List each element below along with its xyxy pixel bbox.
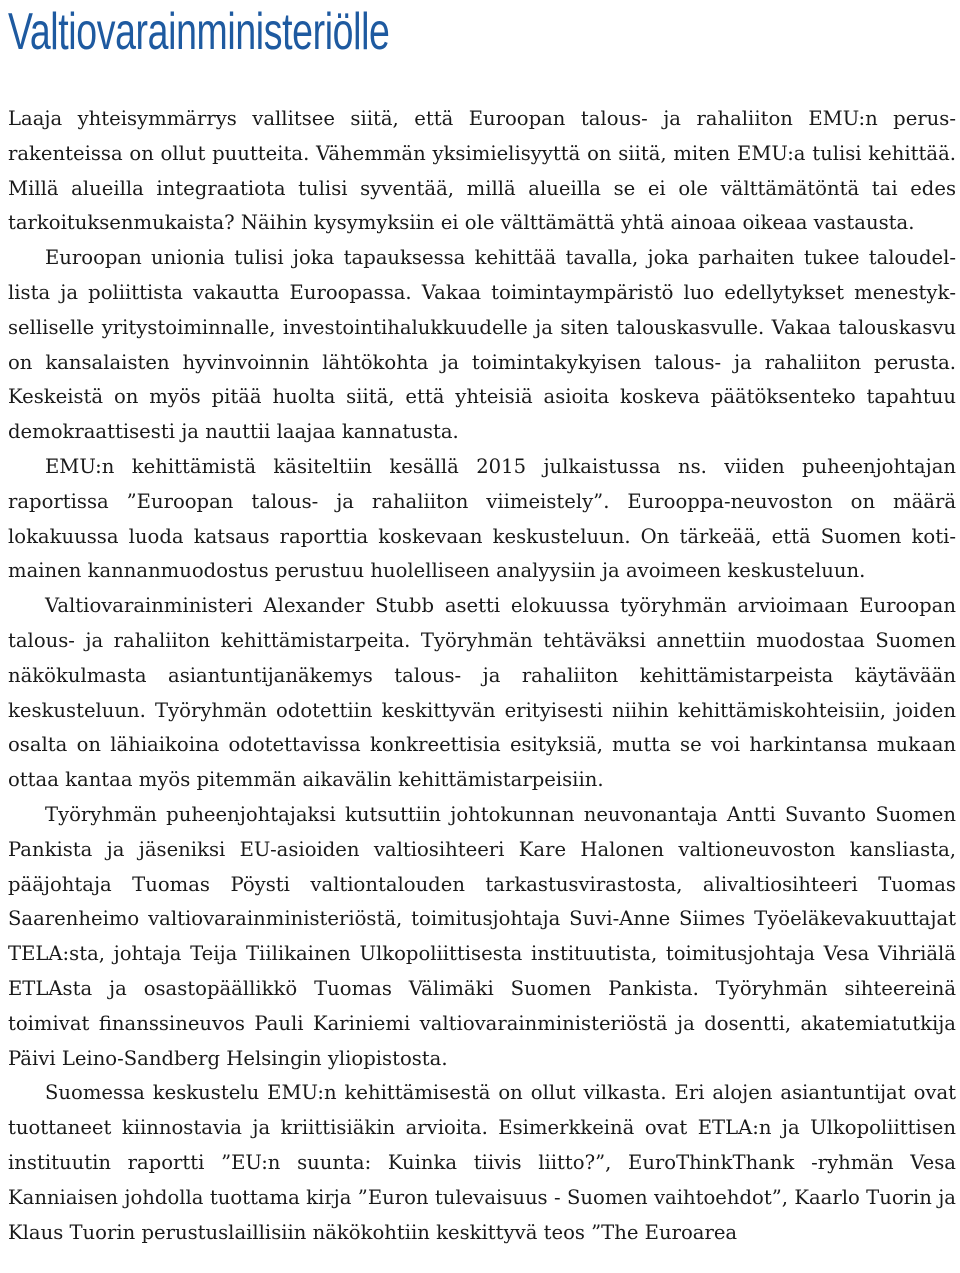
paragraph-2: Euroopan unionia tulisi joka tapauksessa kehittää tavalla, joka parhaiten tukee taloudellista ja poliittista vakautta Euroopassa. Vakaa toimintaympäristö luo edellytykset menestykselliselle yritystoiminnalle, investointihalukkuudelle ja siten talouskasvulle. Vakaa talouskasvu on kansalaisten hyvinvoinnin lähtökohta ja toimintakykyisen talous- ja rahaliiton perusta. Keskeistä on myös pitää huolta siitä, että yhteisiä asioita koskeva päätöksenteko tapahtuu demokraattisesti ja nauttii laajaa kannatusta.	[8, 246, 956, 444]
paragraph-4: Valtiovarainministeri Alexander Stubb asetti elokuussa työryhmän arvioimaan Euroopan talous- ja rahaliiton kehittämistarpeita. Työryhmän tehtäväksi annettiin muodostaa Suomen näkökulmasta asiantuntijanäkemys talous- ja rahaliiton kehittämistarpeista käytävään keskusteluun. Työryhmän odotettiin keskittyvän erityisesti niihin kehittämiskohteisiin, joiden osalta on lähiaikoina odotettavissa konkreettisia esityksiä, mutta se voi harkintansa mukaan ottaa kantaa myös pitemmän aikavälin kehittämistarpeisiin.	[8, 594, 956, 792]
paragraph-6: Suomessa keskustelu EMU:n kehittämisestä on ollut vilkasta. Eri alojen asiantuntijat ovat tuottaneet kiinnostavia ja kriittisiäkin arvioita. Esimerkkeinä ovat ETLA:n ja Ulkopoliittisen instituutin raportti ”EU:n suunta: Kuinka tiivis liitto?”, EuroThinkThank -ryhmän Vesa Kanniaisen johdolla tuottama kirja ”Euron tulevaisuus - Suomen vaihtoehdot”, Kaarlo Tuorin ja Klaus Tuorin perustuslaillisiin näkökohtiin keskittyvä teos ”The Euroarea	[8, 1081, 956, 1244]
paragraph-3: EMU:n kehittämistä käsiteltiin kesällä 2015 julkaistussa ns. viiden puheenjohtajan raportissa ”Euroopan talous- ja rahaliiton viimeistely”. Eurooppa-neuvoston on määrä lokakuussa luoda katsaus raporttia koskevaan keskusteluun. On tärkeää, että Suomen kotimainen kannanmuodostus perustuu huolelliseen analyysiin ja avoimeen keskusteluun.	[8, 454, 956, 583]
paragraph-5: Työryhmän puheenjohtajaksi kutsuttiin johtokunnan neuvonantaja Antti Suvanto Suomen Pankista ja jäseniksi EU-asioiden valtiosihteeri Kare Halonen valtioneuvoston kansliasta, pääjohtaja Tuomas Pöysti valtiontalouden tarkastusvirastosta, alivaltiosihteeri Tuomas Saarenheimo valtiovarainministeriöstä, toimitusjohtaja Suvi-Anne Siimes Työeläkevakuuttajat TELA:sta, johtaja Teija Tiilikainen Ulkopoliittisesta instituutista, toimitusjohtaja Vesa Vihriälä ETLAsta ja osastopäällikkö Tuomas Välimäki Suomen Pankista. Työryhmän sihteereinä toimivat finanssineuvos Pauli Kariniemi valtiovarainministeriöstä ja dosentti, akatemiatutkija Päivi Leino-Sandberg Helsingin yliopistosta.	[8, 802, 956, 1070]
paragraph-1: Laaja yhteisymmärrys vallitsee siitä, että Euroopan talous- ja rahaliiton EMU:n perusrakenteissa on ollut puutteita. Vähemmän yksimielisyyttä on siitä, miten EMU:a tulisi kehittää. Millä alueilla integraatiota tulisi syventää, millä alueilla se ei ole välttämätöntä tai edes tarkoituksenmukaista? Näihin kysymyksiin ei ole välttämättä yhtä ainoaa oikeaa vastausta.	[8, 107, 956, 235]
page-title: Valtiovarainministeriölle	[8, 3, 390, 61]
document-page	[8, 0, 956, 1250]
document-body	[8, 102, 956, 1250]
